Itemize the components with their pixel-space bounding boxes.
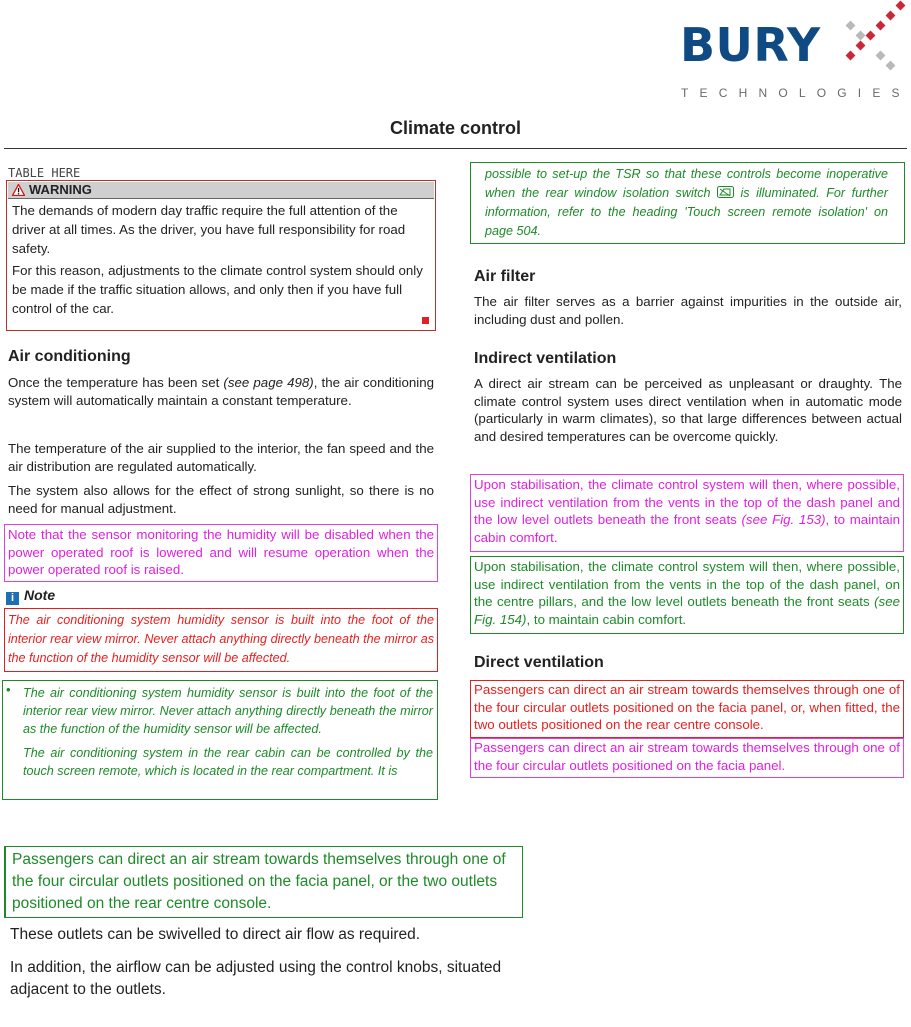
page-reference-link[interactable]: (see page 498) [223,375,314,390]
section-heading-direct-ventilation: Direct ventilation [474,654,604,671]
direct-ventilation-magenta-box: Passengers can direct an air stream towards themselves through one of the four circular outlets positioned on the facia panel. [470,738,904,778]
window-isolation-switch-icon [717,186,734,198]
section-heading-indirect-ventilation: Indirect ventilation [474,350,617,367]
warning-paragraph: The demands of modern day traffic require the full attention of the driver at all times. As the driver, you have full responsibility for road safety. [12,203,406,256]
warning-paragraph: For this reason, adjustments to the climate control system should only be made if the traffic situation allows, and only then if you have full control of the car. [12,263,423,316]
list-item: • The air conditioning system in the rear cabin can be controlled by the touch screen remote, which is located in the rear compartment. It is [7,744,433,780]
air-conditioning-paragraph: The system also allows for the effect of strong sunlight, so there is no need for manual adjustment. [8,483,434,516]
bottom-paragraph: These outlets can be swivelled to direct air flow as required. [10,926,421,943]
list-item: • The air conditioning system humidity sensor is built into the foot of the interior rear view mirror. Never attach anything directly beneath the mirror as the function of the humidity sensor will be affected. [7,684,433,738]
warning-header [8,182,434,199]
humidity-note-magenta: Note that the sensor monitoring the humidity will be disabled when the power operated roof is lowered and will resume operation when the power operated roof is raised. [4,524,438,582]
page-title: Climate control [389,118,522,138]
air-conditioning-paragraph: Once the temperature has been set (see page 498), the air conditioning system will automatically maintain a constant temperature. [8,375,434,408]
indirect-ventilation-magenta-box: Upon stabilisation, the climate control system will then, where possible, use indirect ventilation from the vents in the top of the dash panel and the low level outlets beneath the front seats (see Fig. 153), to maintain cabin comfort. [470,474,904,552]
warning-box [6,180,436,331]
figure-reference-link[interactable]: (see Fig. 154) [474,594,900,627]
brand-logo-mark [845,0,911,76]
bottom-paragraph: In addition, the airflow can be adjusted using the control knobs, situated adjacent to the outlets. [10,959,502,998]
brand-logo-tagline: TECHNOLOGIES [681,86,911,100]
air-conditioning-paragraph: The temperature of the air supplied to the interior, the fan speed and the air distribution are regulated automatically. [8,441,434,474]
note-heading: i Note [6,587,55,605]
air-filter-paragraph: The air filter serves as a barrier against impurities in the outside air, including dust and pollen. [474,294,902,327]
brand-logo-wordmark: BURY [680,18,821,72]
direct-ventilation-red-box: Passengers can direct an air stream towards themselves through one of the four circular outlets positioned on the facia panel, or, when fitted, the two outlets positioned on the rear centre console. [470,680,904,738]
tsr-green-box: possible to set-up the TSR so that these controls become inoperative when the rear window isolation switch is illuminated. For further information, refer to the heading 'Touch screen remote isolation' on page 504. [470,162,905,244]
section-heading-air-filter: Air filter [474,268,536,285]
info-icon: i [6,592,19,605]
end-marker [422,317,429,324]
figure-reference-link[interactable]: (see Fig. 153) [741,512,826,527]
warning-triangle-icon [12,184,25,196]
title-divider [4,148,907,149]
note-red-box: The air conditioning system humidity sensor is built into the foot of the interior rear view mirror. Never attach anything directly beneath the mirror as the function of the humidity sensor will be affected. [4,608,438,672]
table-placeholder: TABLE HERE [8,166,81,180]
indirect-ventilation-green-box: Upon stabilisation, the climate control system will then, where possible, use indirect ventilation from the vents in the top of the dash panel, on the centre pillars, and the low level outlets beneath the front seats (see Fig. 154), to maintain cabin comfort. [470,556,904,634]
warning-heading: WARNING [29,182,92,197]
indirect-ventilation-paragraph: A direct air stream can be perceived as unpleasant or draughty. The climate control system uses direct ventilation when in automatic mode (particularly in warm climates), so that large differences between actual and desired temperatures can be overcome quickly. [474,376,902,444]
note-green-box [2,680,438,800]
section-heading-air-conditioning: Air conditioning [8,348,131,365]
bottom-green-box: Passengers can direct an air stream towards themselves through one of the four circular outlets positioned on the facia panel, or the two outlets positioned on the rear centre console. [4,846,523,918]
